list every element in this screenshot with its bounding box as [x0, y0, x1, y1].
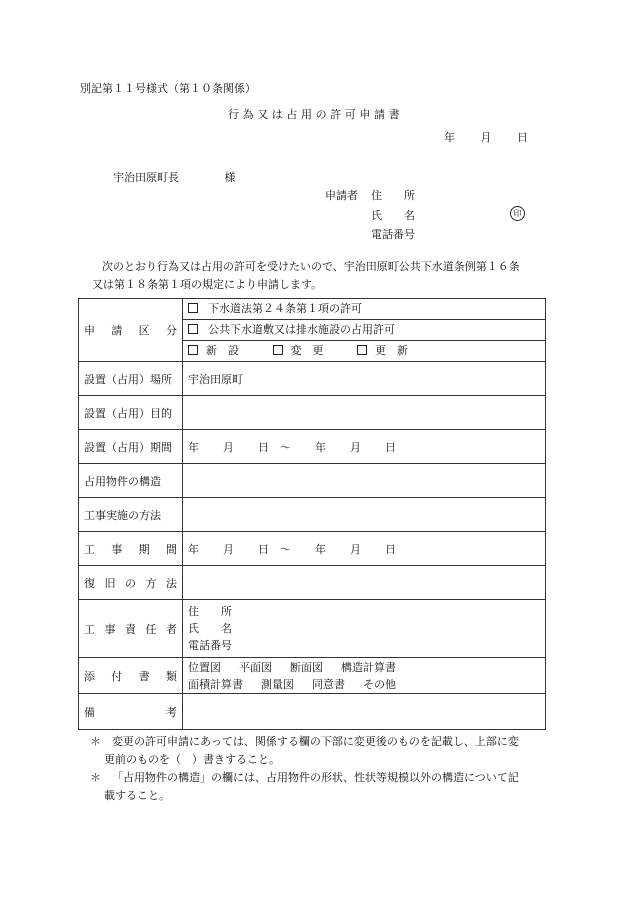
doc-other: その他 — [363, 677, 396, 691]
renew-label: 更 新 — [375, 344, 408, 357]
doc-area-calc: 面積計算書 — [188, 677, 243, 691]
restore-label-cell — [79, 566, 183, 600]
responsible-name-label: 氏 名 — [188, 622, 232, 635]
application-form-table — [78, 298, 546, 730]
addressee — [113, 171, 236, 185]
note-2 — [90, 769, 560, 805]
period-label: 設置（占用）期間 — [79, 430, 183, 464]
new-label: 新 設 — [206, 344, 239, 357]
category-option-2[interactable] — [183, 320, 545, 341]
date-month: 月 — [480, 131, 492, 144]
docs-line-2 — [188, 676, 540, 693]
period-field[interactable] — [183, 430, 546, 464]
period-end-day: 日 — [385, 440, 396, 454]
applicant-address-label: 住 所 — [371, 189, 415, 202]
intro-paragraph — [92, 258, 552, 294]
note-1 — [90, 733, 560, 769]
checkbox-change-icon[interactable] — [273, 345, 283, 355]
doc-section: 断面図 — [290, 660, 323, 674]
date-day: 日 — [517, 131, 528, 144]
location-field[interactable]: 宇治田原町 — [183, 362, 546, 396]
location-label: 設置（占用）場所 — [79, 362, 183, 396]
work-start-month: 月 — [223, 542, 234, 556]
addressee-name: 宇治田原町長 — [113, 171, 179, 184]
responsible-phone-label: 電話番号 — [188, 639, 232, 652]
period-start-day: 日 ～ — [258, 440, 291, 454]
addressee-honorific: 様 — [224, 171, 236, 184]
note-1-star: ＊ — [90, 735, 101, 748]
period-end-year: 年 — [315, 440, 326, 454]
responsible-label: 工 事 責 任 者 — [84, 622, 177, 636]
work-end-month: 月 — [350, 542, 361, 556]
intro-line-1: 次のとおり行為又は占用の許可を受けたいので、宇治田原町公共下水道条例第１６条 — [102, 260, 520, 273]
remarks-label: 備 考 — [84, 705, 177, 719]
doc-survey: 測量図 — [261, 677, 294, 691]
doc-structural-calc: 構造計算書 — [341, 660, 396, 674]
work-period-field[interactable] — [183, 532, 546, 566]
docs-label: 添 付 書 類 — [84, 669, 177, 683]
work-start-day: 日 ～ — [258, 542, 291, 556]
date-line — [444, 131, 528, 145]
responsible-label-cell — [79, 600, 183, 658]
restore-field[interactable] — [183, 566, 546, 600]
work-period-label: 工 事 期 間 — [84, 542, 177, 556]
note-2-line-2: 載すること。 — [104, 789, 170, 802]
structure-field[interactable] — [183, 464, 546, 498]
responsible-address-label: 住 所 — [188, 605, 232, 618]
restore-label: 復 旧 の 方 法 — [84, 576, 177, 590]
form-number: 別記第１１号様式（第１０条関係） — [80, 82, 256, 95]
category-option-1[interactable] — [183, 299, 545, 320]
checkbox-icon[interactable] — [188, 324, 198, 334]
applicant-label: 申請者 — [325, 189, 358, 202]
checkbox-renew-icon[interactable] — [357, 345, 367, 355]
applicant-phone-label: 電話番号 — [371, 228, 415, 241]
purpose-label: 設置（占用）目的 — [79, 396, 183, 430]
remarks-label-cell — [79, 694, 183, 730]
structure-label: 占用物件の構造 — [79, 464, 183, 498]
category-label-cell — [79, 299, 183, 362]
date-year: 年 — [444, 131, 455, 144]
change-label: 変 更 — [290, 344, 324, 357]
docs-line-1 — [188, 659, 540, 676]
responsible-field[interactable] — [183, 600, 546, 658]
doc-consent: 同意書 — [312, 677, 345, 691]
remarks-field[interactable] — [183, 694, 546, 730]
intro-line-2: 又は第１８条第１項の規定により申請します。 — [92, 278, 323, 291]
doc-location-map: 位置図 — [188, 660, 221, 674]
docs-label-cell — [79, 658, 183, 694]
work-period-label-cell — [79, 532, 183, 566]
work-end-year: 年 — [315, 542, 326, 556]
method-field[interactable] — [183, 498, 546, 532]
period-end-month: 月 — [350, 440, 361, 454]
category-option-1-label: 下水道法第２４条第１項の許可 — [208, 302, 362, 315]
note-2-star: ＊ — [90, 771, 101, 784]
category-option-2-label: 公共下水道敷又は排水施設の占用許可 — [208, 323, 395, 336]
work-start-year: 年 — [188, 542, 199, 556]
checkbox-icon[interactable] — [188, 303, 198, 313]
seal-mark: 印 — [510, 206, 525, 221]
new-change-renew-row — [183, 341, 545, 361]
purpose-field[interactable] — [183, 396, 546, 430]
category-label: 申 請 区 分 — [84, 324, 177, 337]
applicant-name-label: 氏 名 — [371, 209, 415, 222]
note-2-line-1: 「占用物件の構造」の欄には、占用物件の形状、性状等規模以外の構造について記 — [112, 771, 519, 784]
method-label: 工事実施の方法 — [79, 498, 183, 532]
doc-plan: 平面図 — [239, 660, 272, 674]
period-start-year: 年 — [188, 440, 199, 454]
work-end-day: 日 — [385, 542, 396, 556]
category-options-cell — [183, 299, 546, 362]
note-1-line-1: 変更の許可申請にあっては、関係する欄の下部に変更後のものを記載し、上部に変 — [112, 735, 519, 748]
docs-field — [183, 658, 546, 694]
document-title: 行為又は占用の許可申請書 — [228, 108, 404, 121]
note-1-line-2: 更前のものを（ ）書きすること。 — [104, 753, 280, 766]
period-start-month: 月 — [223, 440, 234, 454]
checkbox-new-icon[interactable] — [188, 345, 198, 355]
